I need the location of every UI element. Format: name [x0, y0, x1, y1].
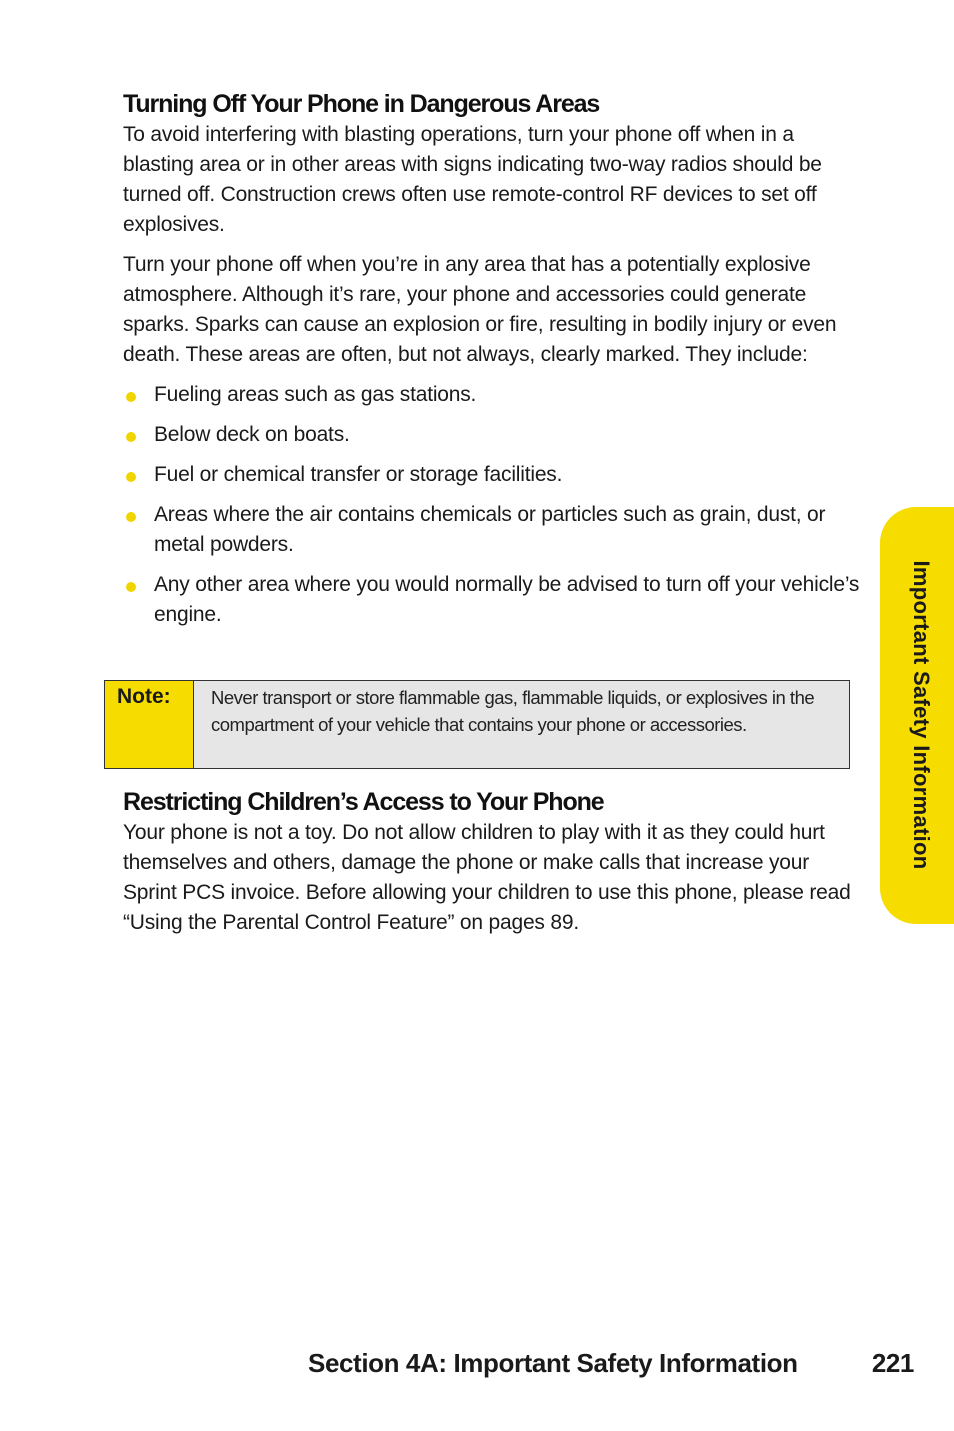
- section-children-access: [123, 786, 863, 938]
- paragraph: Turn your phone off when you’re in any area that has a potentially explosive atmosphere. Although it’s rare, your phone and accessories could generate sparks. Sparks can cause an explosion or fire, resulting in bodily injury or even death. These areas are often, but not always, clearly marked. They include:: [123, 253, 837, 366]
- page-footer: [308, 1348, 914, 1379]
- bullet-icon: [126, 432, 136, 442]
- bullet-icon: [126, 582, 136, 592]
- list-item: Below deck on boats.: [123, 420, 863, 450]
- page-number: 221: [871, 1348, 914, 1378]
- note-text: Never transport or store flammable gas, flammable liquids, or explosives in the compartment of your vehicle that contains your phone or accessories.: [211, 687, 815, 735]
- bullet-icon: [126, 392, 136, 402]
- bullet-icon: [126, 512, 136, 522]
- section-dangerous-areas: [123, 88, 863, 640]
- bullet-list: [123, 380, 863, 630]
- section-heading: Turning Off Your Phone in Dangerous Areas: [123, 90, 600, 118]
- list-item: Fuel or chemical transfer or storage facilities.: [123, 460, 863, 490]
- section-heading: Restricting Children’s Access to Your Phone: [123, 788, 604, 816]
- paragraph: To avoid interfering with blasting operations, turn your phone off when in a blasting area or in other areas with signs indicating two-way radios should be turned off. Construction crews often use remote-control RF devices to set off explosives.: [123, 123, 822, 236]
- footer-section-title: Section 4A: Important Safety Information: [308, 1348, 798, 1378]
- note-label: Note:: [105, 681, 194, 768]
- list-item: Areas where the air contains chemicals or particles such as grain, dust, or metal powders.: [123, 500, 863, 560]
- note-box: [104, 680, 850, 769]
- side-tab-label: Important Safety Information: [909, 560, 934, 870]
- bullet-icon: [126, 472, 136, 482]
- list-item: Fueling areas such as gas stations.: [123, 380, 863, 410]
- chapter-side-tab: [880, 507, 954, 924]
- list-item: Any other area where you would normally be advised to turn off your vehicle’s engine.: [123, 570, 863, 630]
- paragraph: Your phone is not a toy. Do not allow children to play with it as they could hurt themselves and others, damage the phone or make calls that increase your Sprint PCS invoice. Before allowing your children to use this phone, please read “Using the Parental Control Feature” on pages 89.: [123, 821, 851, 934]
